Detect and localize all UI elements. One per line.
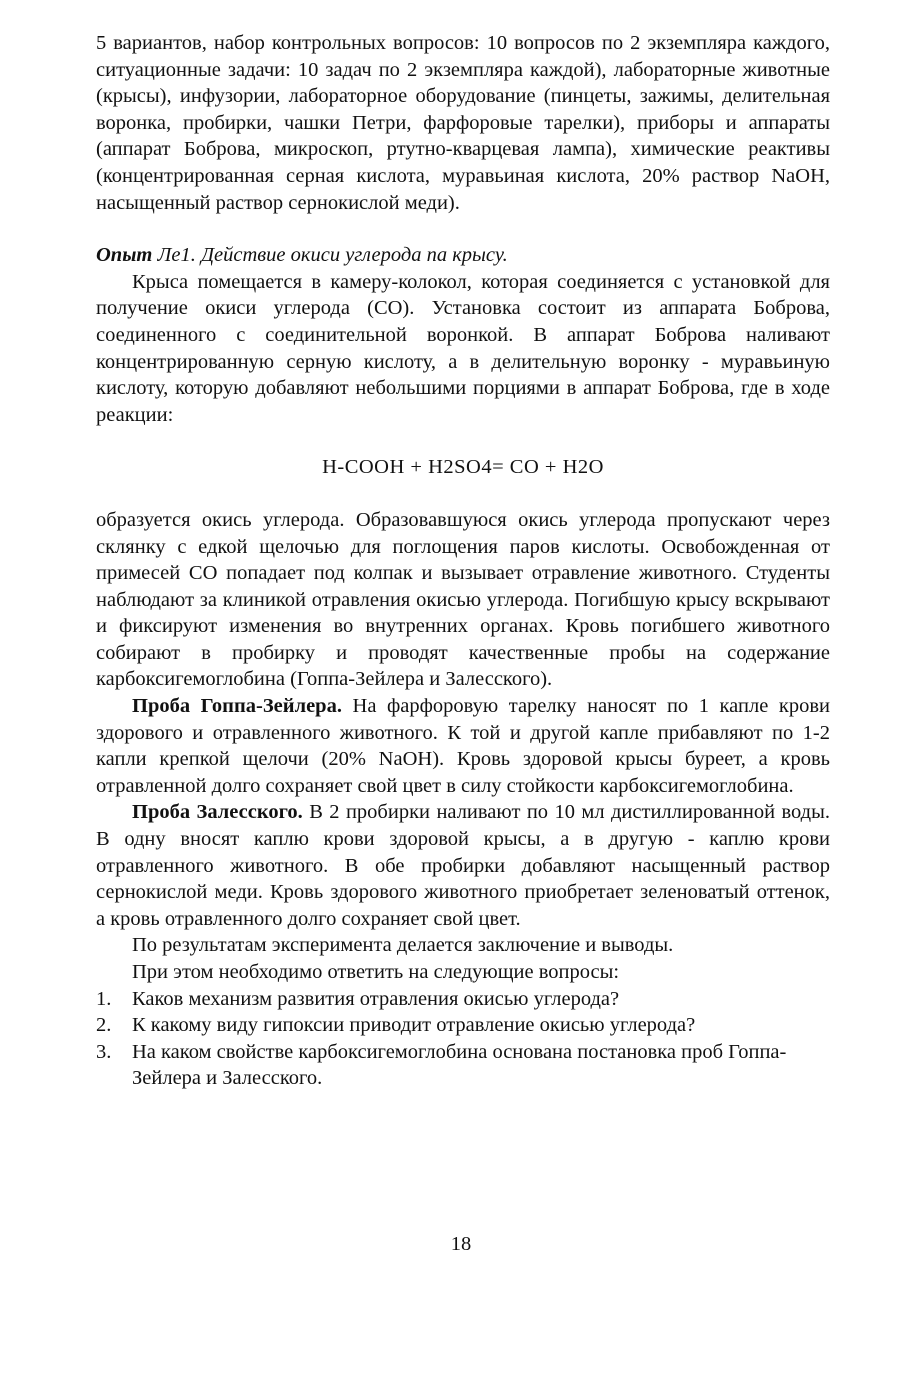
result-paragraph: образуется окись углерода. Образовавшуюся окись углерода пропускают через склянку с едкой щелочью для поглощения паров кислоты. Освобожденная от примесей СО попадает под колпак и вызывает отравление животного. Студенты наблюдают за клиникой отравления окисью углерода. Погибшую крысу вскрывают и фиксируют изменения во внутренних органах. Кровь погибшего животного собирают в пробирку и проводят качественные пробы на содержание карбоксигемоглобина (Гоппа-Зейлера и Залесского). — [96, 508, 830, 691]
list-item — [96, 1012, 830, 1039]
page-number: 18 — [450, 1233, 472, 1255]
gopp-test-paragraph — [96, 693, 830, 799]
question-number: 3. — [96, 1040, 112, 1063]
question-number: 1. — [96, 987, 112, 1010]
gopp-test-label: Проба Гоппа-Зейлера. — [132, 695, 342, 718]
intro-paragraph: 5 вариантов, набор контрольных вопросов: 10 вопросов по 2 экземпляра каждого, ситуационные задачи: 10 задач по 2 экземпляра каждой), лабораторные животные (крысы), инфузории, лабораторное оборудование (пинцеты, зажимы, делительная воронка, пробирки, чашки Петри, фарфоровые тарелки), приборы и аппараты (аппарат Боброва, микроскоп, ртутно-кварцевая лампа), химические реактивы (концентрированная серная кислота, муравьиная кислота, 20% раствор NaOH, насыщенный раствор сернокислой меди). — [96, 32, 830, 214]
procedure-paragraph: Крыса помещается в камеру-колокол, которая соединяется с установкой для получение окиси углерода (СО). Установка состоит из аппарата Боброва, соединенного с соединительной воронкой. В аппарат Боброва наливают концентрированную серную кислоту, а в делительную воронку - муравьиную кислоту, которую добавляют небольшими порциями в аппарат Боброва, где в ходе реакции: — [96, 270, 830, 426]
gopp-test-text: На фарфоровую тарелку наносят по 1 капле крови здорового и отравленного животного. К той и другой капле прибавляют по 1-2 капли крепкой щелочи (20% NaOH). Кровь здоровой крысы буреет, а кровь отравленной долго сохраняет свой цвет в силу стойкости карбоксигемоглобина. — [96, 695, 830, 797]
reaction-formula: H-COOH + H2SO4= CO + H2O — [322, 456, 604, 479]
question-number: 2. — [96, 1014, 112, 1037]
zalessky-test-text: В 2 пробирки наливают по 10 мл дистиллированной воды. В одну вносят каплю крови здоровой крысы, а в другую - каплю крови отравленного животного. В обе пробирки добавляют насыщенный раствор сернокислой меди. Кровь здорового животного приобретает зеленоватый оттенок, а кровь отравленного долго сохраняет свой цвет. — [96, 801, 830, 930]
question-text: Каков механизм развития отравления окисью углерода? — [132, 987, 620, 1010]
conclusion-line: По результатам эксперимента делается заключение и выводы. — [132, 934, 674, 957]
questions-intro: При этом необходимо ответить на следующие вопросы: — [132, 961, 620, 983]
zalessky-test-paragraph — [96, 799, 830, 932]
experiment-label: Опыт — [96, 244, 153, 267]
page-body — [96, 30, 830, 1092]
question-text: На каком свойстве карбоксигемоглобина основана постановка проб Гоппа-Зейлера и Залесского. — [132, 1040, 787, 1090]
list-item — [96, 986, 830, 1013]
experiment-title: Ле1. Действие окиси углерода па крысу. — [152, 244, 508, 267]
question-text: К какому виду гипоксии приводит отравление окисью углерода? — [132, 1014, 696, 1037]
zalessky-test-label: Проба Залесского. — [132, 801, 303, 824]
questions-list — [96, 986, 830, 1092]
list-item — [96, 1039, 830, 1092]
experiment-heading — [96, 242, 830, 269]
